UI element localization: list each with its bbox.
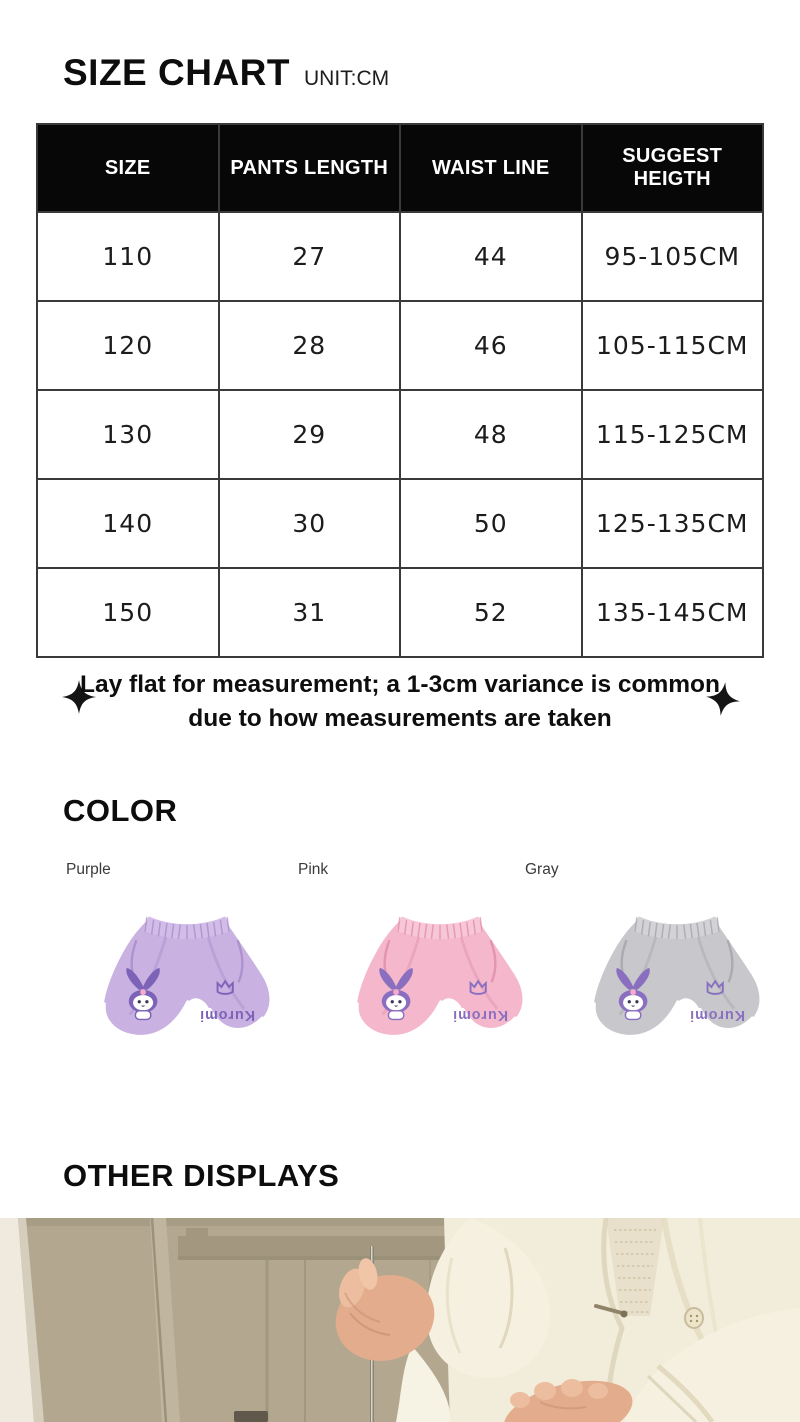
color-label-gray: Gray bbox=[525, 861, 559, 878]
table-cell: 150 bbox=[37, 568, 219, 657]
kuromi-print-text: Kuromi bbox=[689, 1006, 745, 1023]
table-cell: 140 bbox=[37, 479, 219, 568]
sparkle-icon bbox=[704, 680, 742, 718]
table-header-row bbox=[37, 124, 763, 212]
table-cell: 110 bbox=[37, 212, 219, 301]
table-cell: 52 bbox=[400, 568, 582, 657]
column-header-waist-line: WAIST LINE bbox=[400, 124, 582, 212]
table-cell: 48 bbox=[400, 390, 582, 479]
shorts-graphic bbox=[335, 903, 545, 1048]
color-section-title: COLOR bbox=[63, 793, 178, 828]
table-row bbox=[37, 568, 763, 657]
table-cell: 28 bbox=[219, 301, 401, 390]
measurement-note bbox=[0, 668, 800, 736]
column-header-pants-length: PANTS LENGTH bbox=[219, 124, 401, 212]
size-chart-heading bbox=[63, 52, 389, 94]
other-displays-title: OTHER DISPLAYS bbox=[63, 1158, 340, 1193]
color-label-pink: Pink bbox=[298, 861, 329, 878]
measurement-note-line2: due to how measurements are taken bbox=[188, 705, 612, 732]
shorts-photo-gray bbox=[572, 903, 782, 1048]
kuromi-print-text: Kuromi bbox=[199, 1006, 255, 1023]
table-row bbox=[37, 479, 763, 568]
table-cell: 29 bbox=[219, 390, 401, 479]
size-chart-unit: UNIT:CM bbox=[304, 67, 390, 90]
size-chart-table-body bbox=[37, 212, 763, 657]
table-cell: 115-125CM bbox=[582, 390, 764, 479]
model-photo-graphic bbox=[0, 1218, 800, 1422]
table-cell: 125-135CM bbox=[582, 479, 764, 568]
shorts-photo-pink bbox=[335, 903, 545, 1048]
column-header-suggest-height: SUGGEST HEIGTH bbox=[582, 124, 764, 212]
shorts-graphic bbox=[572, 903, 782, 1048]
kuromi-print-text: Kuromi bbox=[452, 1006, 508, 1023]
column-header-size: SIZE bbox=[37, 124, 219, 212]
table-cell: 135-145CM bbox=[582, 568, 764, 657]
table-cell: 120 bbox=[37, 301, 219, 390]
table-row bbox=[37, 390, 763, 479]
table-cell: 105-115CM bbox=[582, 301, 764, 390]
measurement-note-line1: Lay flat for measurement; a 1-3cm variance is common bbox=[80, 671, 720, 698]
table-cell: 50 bbox=[400, 479, 582, 568]
table-cell: 27 bbox=[219, 212, 401, 301]
color-label-purple: Purple bbox=[66, 861, 111, 878]
size-chart-table-head bbox=[37, 124, 763, 212]
table-row bbox=[37, 301, 763, 390]
size-chart-table bbox=[36, 123, 764, 658]
other-displays-photo bbox=[0, 1218, 800, 1422]
shorts-photo-purple bbox=[82, 903, 292, 1048]
table-cell: 95-105CM bbox=[582, 212, 764, 301]
table-cell: 46 bbox=[400, 301, 582, 390]
size-chart-title: SIZE CHART bbox=[63, 52, 290, 93]
table-cell: 31 bbox=[219, 568, 401, 657]
table-cell: 130 bbox=[37, 390, 219, 479]
table-cell: 30 bbox=[219, 479, 401, 568]
shorts-graphic bbox=[82, 903, 292, 1048]
table-row bbox=[37, 212, 763, 301]
table-cell: 44 bbox=[400, 212, 582, 301]
